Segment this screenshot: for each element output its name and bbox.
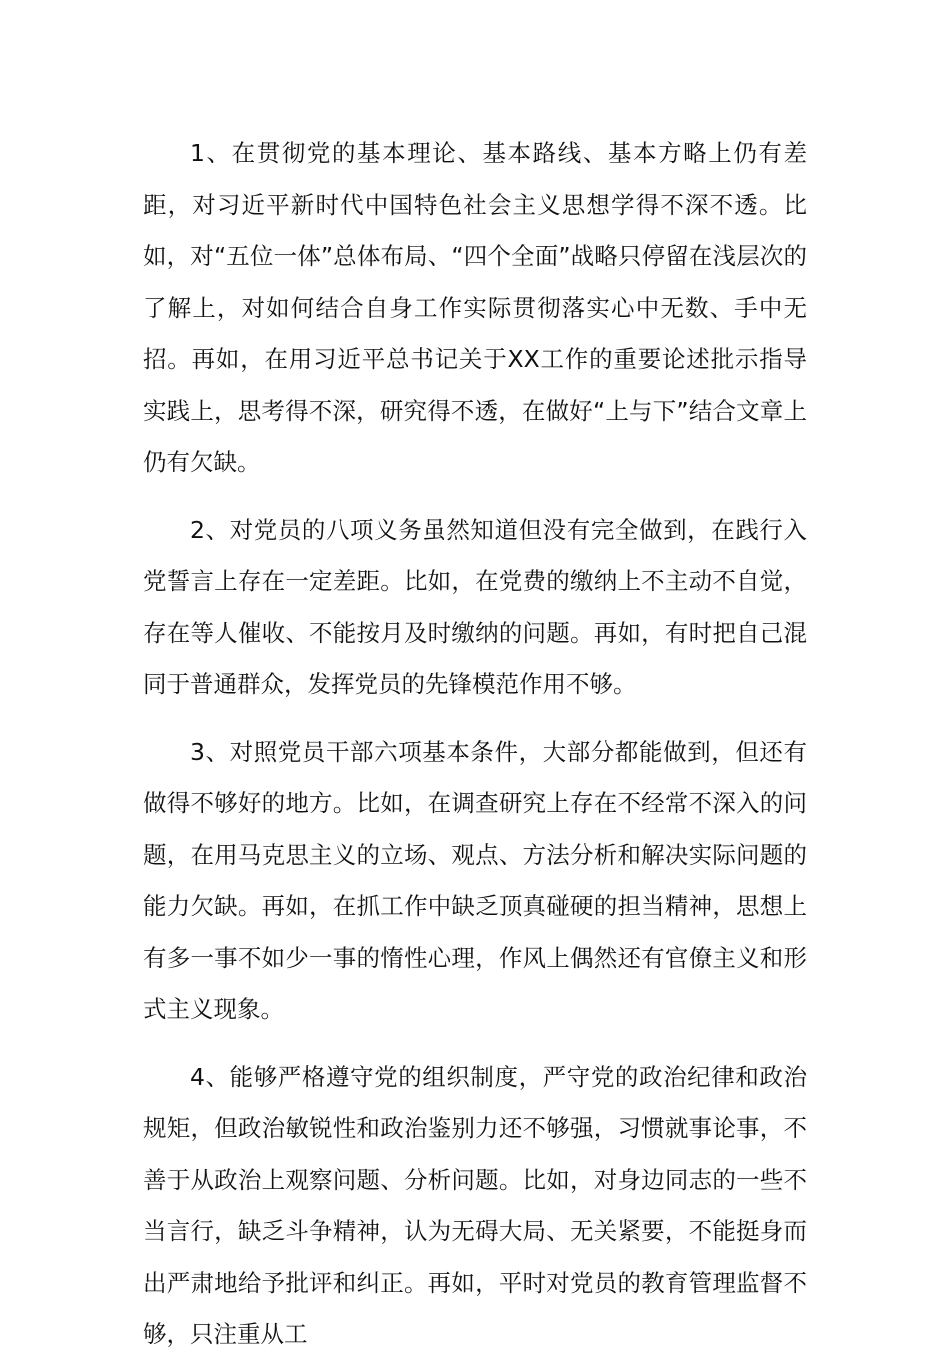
document-body [143, 128, 807, 1361]
paragraph-1: 1、在贯彻党的基本理论、基本路线、基本方略上仍有差距，对习近平新时代中国特色社会主义思想学得不深不透。比如，对“五位一体”总体布局、“四个全面”战略只停留在浅层次的了解上，对如何结合自身工作实际贯彻落实心中无数、手中无招。再如，在用习近平总书记关于XX工作的重要论述批示指导实践上，思考得不深，研究得不透，在做好“上与下”结合文章上仍有欠缺。 [143, 139, 807, 476]
paragraph-3: 3、对照党员干部六项基本条件，大部分都能做到，但还有做得不够好的地方。比如，在调查研究上存在不经常不深入的问题，在用马克思主义的立场、观点、方法分析和解决实际问题的能力欠缺。再如，在抓工作中缺乏顶真碰硬的担当精神，思想上有多一事不如少一事的惰性心理，作风上偶然还有官僚主义和形式主义现象。 [143, 737, 807, 1023]
paragraph-4: 4、能够严格遵守党的组织制度，严守党的政治纪律和政治规矩，但政治敏锐性和政治鉴别力还不够强，习惯就事论事，不善于从政治上观察问题、分析问题。比如，对身边同志的一些不当言行，缺乏斗争精神，认为无碍大局、无关紧要，不能挺身而出严肃地给予批评和纠正。再如，平时对党员的教育管理监督不够，只注重从工 [143, 1062, 807, 1348]
paragraph-2: 2、对党员的八项义务虽然知道但没有完全做到，在践行入党誓言上存在一定差距。比如，在党费的缴纳上不主动不自觉，存在等人催收、不能按月及时缴纳的问题。再如，有时把自己混同于普通群众，发挥党员的先锋模范作用不够。 [143, 515, 807, 698]
